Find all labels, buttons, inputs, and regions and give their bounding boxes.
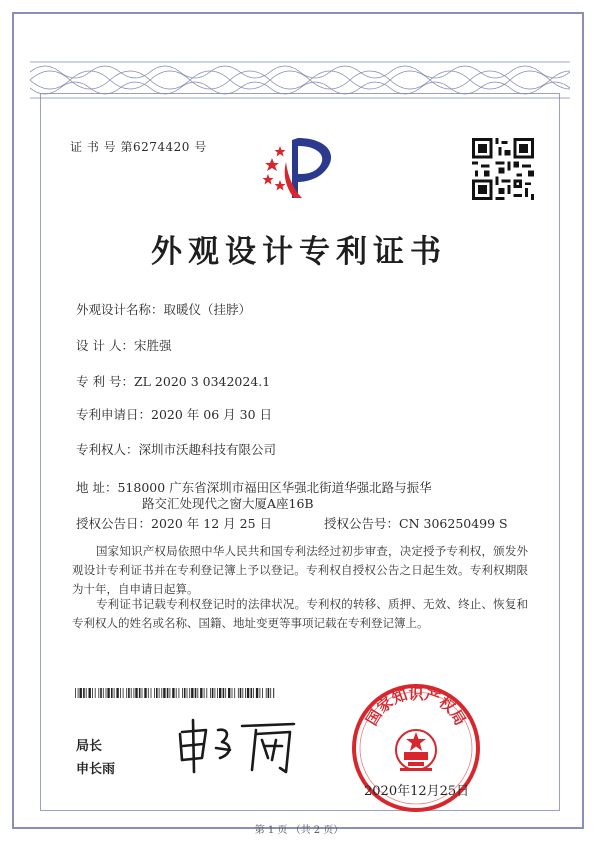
signatory-title: 局长 bbox=[76, 738, 103, 753]
seal-date: 2020年12月25日 bbox=[364, 784, 470, 799]
paragraph-legal-status: 专利证书记载专利权登记时的法律状况。专利权的转移、质押、无效、终止、恢复和专利权人的姓名或名称、国籍、地址变更等事项记载在专利登记簿上。 bbox=[72, 596, 528, 630]
grant-date-label: 授权公告日： bbox=[76, 516, 152, 531]
field-value: ZL 2020 3 0342024.1 bbox=[133, 374, 271, 389]
field-design-name bbox=[76, 300, 251, 318]
field-value: 宋胜强 bbox=[133, 338, 172, 353]
field-label: 专利权人： bbox=[76, 442, 139, 457]
field-value: 取暖仪（挂脖） bbox=[163, 302, 252, 317]
grant-number-label: 授权公告号： bbox=[324, 516, 400, 531]
signatory-name: 申长雨 bbox=[76, 761, 116, 776]
field-value: 518000 广东省深圳市福田区华强北街道华强北路与振华 bbox=[117, 480, 432, 495]
guilloche-border-ornament bbox=[30, 58, 570, 102]
field-value: 2020 年 06 月 30 日 bbox=[151, 407, 273, 422]
paragraph-decision: 国家知识产权局依照中华人民共和国专利法经过初步审查，决定授予专利权，颁发外观设计专利证书并在专利登记簿上予以登记。专利权自授权公告之日起生效。专利权期限为十年，自申请日起算。 bbox=[72, 543, 528, 596]
seal-text: 国家知识产权局 bbox=[362, 684, 470, 729]
handwritten-signature bbox=[172, 716, 302, 778]
field-label: 外观设计名称： bbox=[76, 302, 164, 317]
document-title: 外观设计专利证书 bbox=[151, 234, 447, 270]
grant-number-value: CN 306250499 S bbox=[399, 516, 508, 531]
certificate-number: 证 书 号 第6274420 号 bbox=[70, 140, 207, 154]
grant-date-value: 2020 年 12 月 25 日 bbox=[151, 516, 273, 531]
field-label: 设 计 人： bbox=[76, 338, 134, 353]
field-patent-number bbox=[76, 372, 270, 390]
field-label: 专利申请日： bbox=[76, 407, 152, 422]
qr-code-icon bbox=[472, 138, 534, 200]
field-grant bbox=[76, 514, 508, 532]
cnipa-emblem-icon bbox=[258, 132, 342, 202]
svg-text:国家知识产权局 bbox=[362, 685, 469, 729]
page-number: 第 1 页 （共 2 页） bbox=[254, 825, 344, 836]
field-value: 深圳市沃趣科技有限公司 bbox=[138, 442, 277, 457]
field-patentee bbox=[76, 440, 276, 458]
field-address-line2: 路交汇处现代之窗大厦A座16B bbox=[142, 496, 314, 511]
field-label: 地 址： bbox=[76, 480, 118, 495]
field-label: 专 利 号： bbox=[76, 374, 134, 389]
field-application-date bbox=[76, 405, 272, 423]
barcode-icon bbox=[75, 688, 275, 698]
field-designer bbox=[76, 336, 171, 354]
